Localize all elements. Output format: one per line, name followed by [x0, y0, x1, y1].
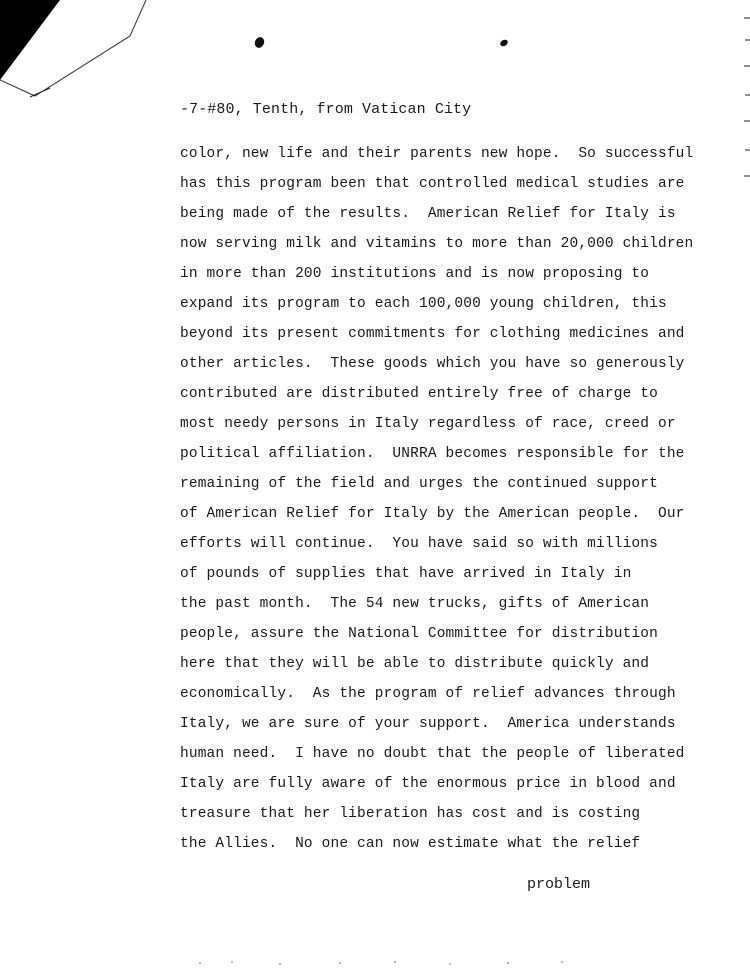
ink-mark-right	[499, 38, 509, 47]
text-line: political affiliation. UNRRA becomes responsible for the	[180, 446, 685, 462]
text-line: in more than 200 institutions and is now proposing to	[180, 266, 650, 282]
page-header: -7-#80, Tenth, from Vatican City	[180, 101, 472, 118]
text-line: treasure that her liberation has cost and is costing	[180, 806, 641, 822]
text-line: other articles. These goods which you have so generously	[180, 356, 685, 372]
scan-specks	[190, 960, 610, 966]
text-line: here that they will be able to distribute quickly and	[180, 656, 650, 672]
text-line: the past month. The 54 new trucks, gifts of American	[180, 596, 650, 612]
text-line: Italy are fully aware of the enormous price in blood and	[180, 776, 676, 792]
text-line: of American Relief for Italy by the American people. Our	[180, 506, 685, 522]
text-line: contributed are distributed entirely free of charge to	[180, 386, 658, 402]
text-line: of pounds of supplies that have arrived in Italy in	[180, 566, 632, 582]
continuation-word: problem	[527, 876, 591, 893]
text-line: the Allies. No one can now estimate what the relief	[180, 836, 641, 852]
text-line: most needy persons in Italy regardless of race, creed or	[180, 416, 676, 432]
letter-body	[180, 139, 740, 859]
text-line: people, assure the National Committee for distribution	[180, 626, 658, 642]
text-line: being made of the results. American Relief for Italy is	[180, 206, 676, 222]
text-line: Italy, we are sure of your support. America understands	[180, 716, 676, 732]
text-line: efforts will continue. You have said so with millions	[180, 536, 658, 552]
ink-mark-left	[253, 36, 266, 50]
text-line: has this program been that controlled medical studies are	[180, 176, 685, 192]
text-line: human need. I have no doubt that the people of liberated	[180, 746, 685, 762]
text-line: color, new life and their parents new hope. So successful	[180, 146, 694, 162]
text-line: economically. As the program of relief advances through	[180, 686, 676, 702]
folded-corner	[0, 0, 160, 110]
text-line: beyond its present commitments for clothing medicines and	[180, 326, 685, 342]
text-line: now serving milk and vitamins to more than 20,000 children	[180, 236, 694, 252]
page-edge-marks	[744, 0, 750, 972]
text-line: remaining of the field and urges the continued support	[180, 476, 658, 492]
text-line: expand its program to each 100,000 young children, this	[180, 296, 667, 312]
